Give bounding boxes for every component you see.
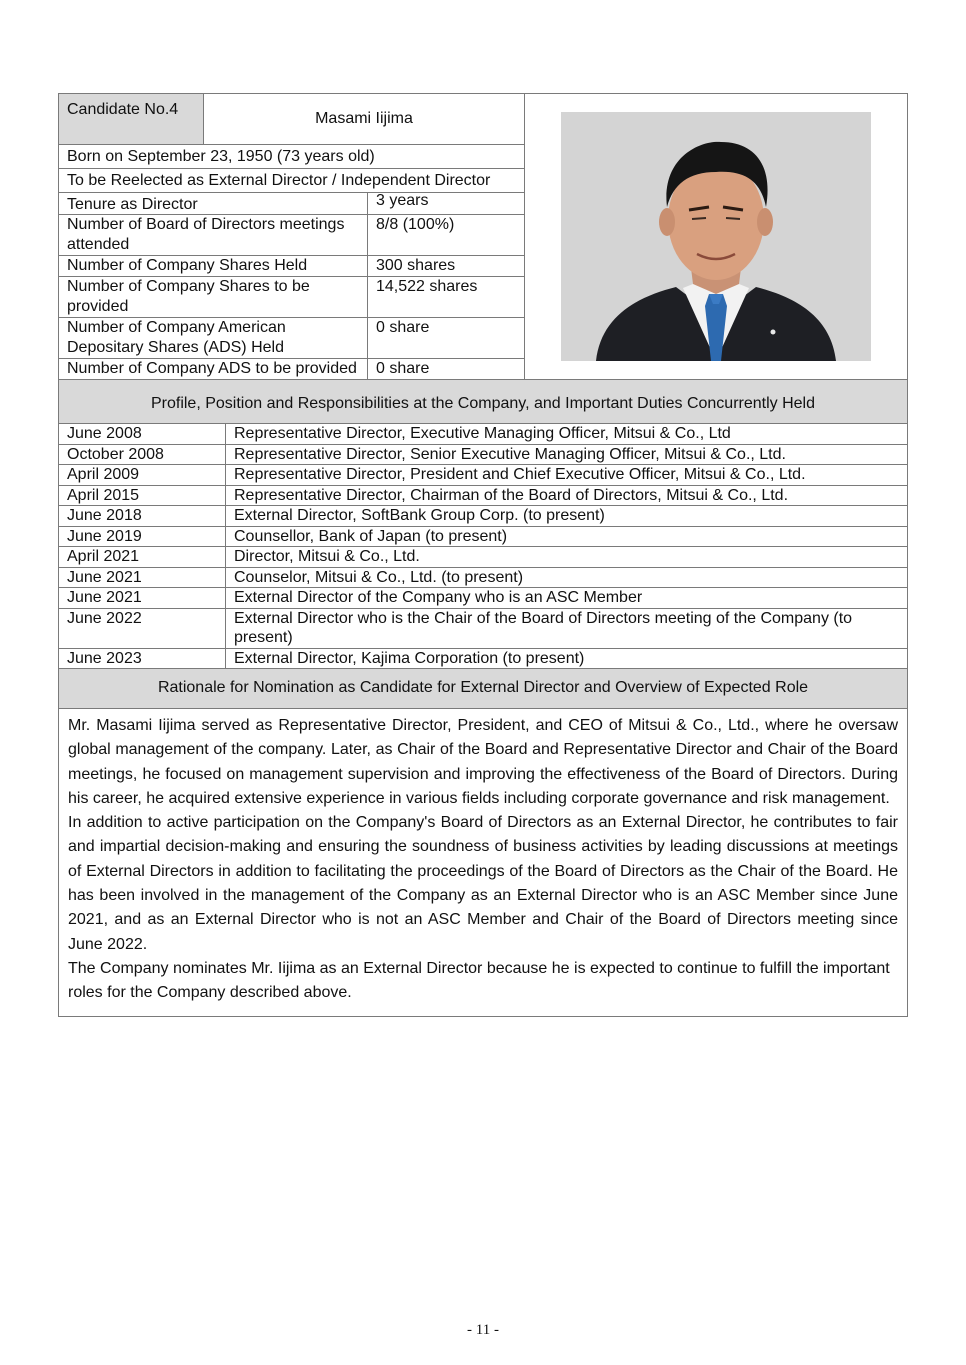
history-date: June 2022 <box>59 609 226 648</box>
fact-value: 8/8 (100%) <box>376 216 455 233</box>
history-text: External Director of the Company who is an ASC Member <box>234 589 643 606</box>
history-row <box>59 506 907 527</box>
fact-row-tenure <box>59 193 524 215</box>
birth-date: Born on September 23, 1950 (73 years old) <box>67 148 375 165</box>
rationale-header: Rationale for Nomination as Candidate for External Director and Overview of Expected Role <box>59 669 907 709</box>
history-row <box>59 547 907 568</box>
career-history <box>59 424 907 669</box>
history-row <box>59 527 907 548</box>
history-date: June 2018 <box>59 506 226 526</box>
history-text: Representative Director, Executive Managing Officer, Mitsui & Co., Ltd <box>234 425 731 442</box>
history-text: Representative Director, Senior Executive Managing Officer, Mitsui & Co., Ltd. <box>234 445 786 463</box>
history-date: June 2023 <box>59 649 226 669</box>
history-date: April 2015 <box>59 486 226 506</box>
fact-row-ads-held <box>59 318 524 359</box>
election-status: To be Reelected as External Director / Independent Director <box>67 172 491 189</box>
born-row <box>59 145 524 169</box>
page-number: - 11 - <box>467 1322 499 1338</box>
candidate-name: Masami Iijima <box>315 110 413 127</box>
history-text: Counsellor, Bank of Japan (to present) <box>234 527 508 545</box>
history-row <box>59 445 907 466</box>
fact-value: 14,522 shares <box>376 278 478 295</box>
candidate-header-row <box>59 94 524 145</box>
fact-label: Number of Company American Depositary Shares (ADS) Held <box>59 318 368 358</box>
history-header: Profile, Position and Responsibilities at the Company, and Important Duties Concurrently Held <box>59 380 907 424</box>
fact-value: 3 years <box>376 192 429 209</box>
history-row <box>59 609 907 649</box>
fact-row-shares-provided <box>59 277 524 318</box>
fact-label: Number of Board of Directors meetings attended <box>59 215 368 255</box>
history-row <box>59 588 907 609</box>
candidate-number-label: Candidate No.4 <box>59 94 204 144</box>
history-text: Director, Mitsui & Co., Ltd. <box>234 548 420 565</box>
rationale-paragraph: The Company nominates Mr. Iijima as an External Director because he is expected to continue to fulfill the important roles for the Company described above. <box>68 959 890 1002</box>
candidate-info <box>59 94 525 379</box>
history-row <box>59 568 907 589</box>
fact-value: 300 shares <box>376 257 456 274</box>
history-row <box>59 465 907 486</box>
history-text: External Director, Kajima Corporation (to present) <box>234 649 585 667</box>
history-date: June 2021 <box>59 588 226 608</box>
history-date: June 2019 <box>59 527 226 547</box>
candidate-sheet <box>58 93 908 1017</box>
history-text: External Director who is the Chair of the Board of Directors meeting of the Company (to present) <box>234 609 853 646</box>
history-text: Counselor, Mitsui & Co., Ltd. (to present) <box>234 568 524 586</box>
history-date: June 2021 <box>59 568 226 588</box>
fact-label: Tenure as Director <box>59 193 368 214</box>
history-text: Representative Director, President and Chief Executive Officer, Mitsui & Co., Ltd. <box>234 466 806 483</box>
candidate-portrait <box>561 112 871 361</box>
fact-row-ads-provided <box>59 359 524 379</box>
fact-row-shares-held <box>59 256 524 277</box>
history-text: Representative Director, Chairman of the Board of Directors, Mitsui & Co., Ltd. <box>234 486 789 504</box>
history-date: June 2008 <box>59 424 226 444</box>
fact-value: 0 share <box>376 360 430 377</box>
history-text: External Director, SoftBank Group Corp. (to present) <box>234 507 605 524</box>
fact-label: Number of Company Shares to be provided <box>59 277 368 317</box>
rationale-paragraph: Mr. Masami Iijima served as Representative Director, President, and CEO of Mitsui & Co., Ltd., where he oversaw global management of the company. Later, as Chair of the Board and Representative Director and Chair of the Board meetings, he focused on management supervision and improving the effectiveness of the Board of Directors. During his career, he acquired extensive experience in various fields including corporate governance and risk management. <box>68 717 898 807</box>
history-row <box>59 486 907 507</box>
fact-label: Number of Company ADS to be provided <box>59 359 368 379</box>
fact-label: Number of Company Shares Held <box>59 256 368 276</box>
history-row <box>59 649 907 670</box>
photo-cell <box>525 94 907 379</box>
history-date: April 2021 <box>59 547 226 567</box>
fact-row-meetings <box>59 215 524 256</box>
fact-value: 0 share <box>376 319 430 336</box>
history-date: April 2009 <box>59 465 226 485</box>
status-row <box>59 169 524 193</box>
history-date: October 2008 <box>59 445 226 465</box>
rationale-paragraph: In addition to active participation on the Company's Board of Directors as an External Director, he contributes to fair and impartial decision-making and ensuring the soundness of business activities by leading discussions at meetings of External Directors in addition to facilitating the proceedings of the Board of Directors as the Chair of the Board. He has been involved in the management of the Company as an External Director who is an ASC Member since June 2021, and as an External Director who is not an ASC Member and Chair of the Board of Directors meeting since June 2022. <box>68 814 898 953</box>
rationale-body <box>59 709 907 1016</box>
candidate-summary <box>59 94 907 380</box>
history-row <box>59 424 907 445</box>
